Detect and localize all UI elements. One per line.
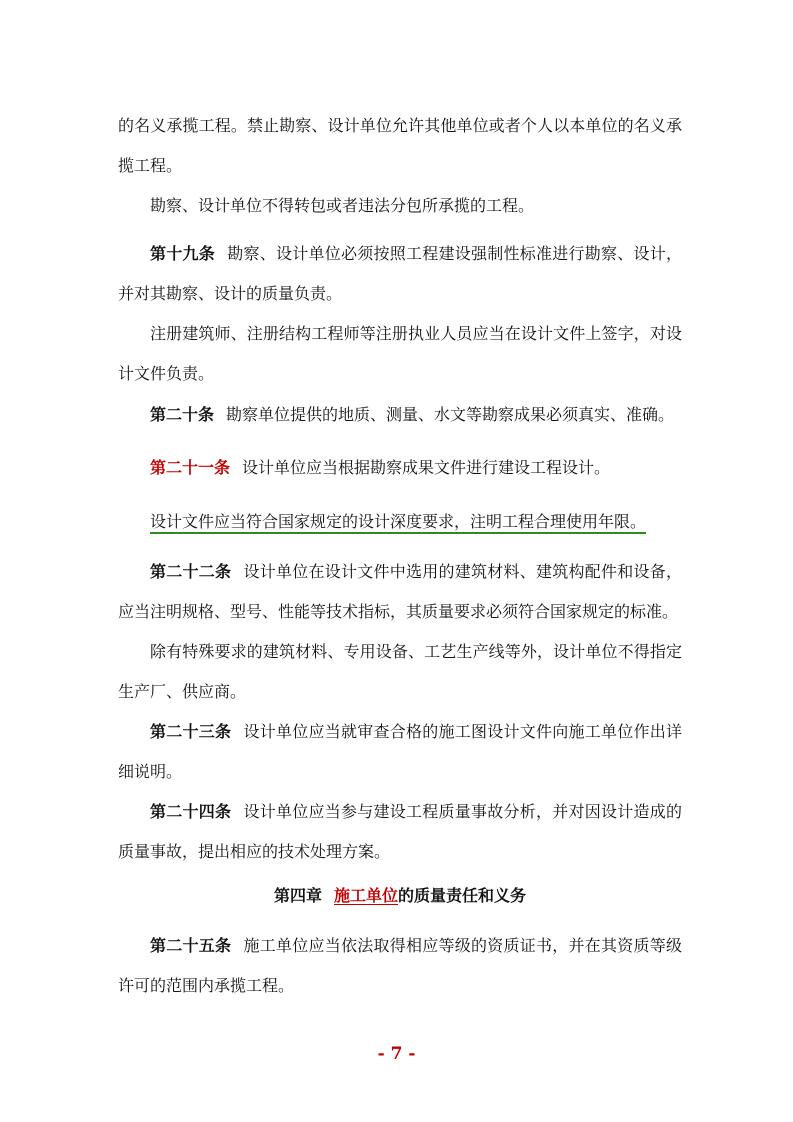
- chapter-number: 第四章: [273, 886, 322, 905]
- article-number-highlighted: 第二十一条: [150, 458, 231, 477]
- article-text: 设计单位应当就审查合格的施工图设计文件向施工单位作出详细说明。: [118, 722, 682, 781]
- article-text: 设计单位应当参与建设工程质量事故分析，并对因设计造成的质量事故，提出相应的技术处理方案。: [118, 802, 682, 861]
- article-text: 设计单位在设计文件中选用的建筑材料、建筑构配件和设备，应当注明规格、型号、性能等技术指标，其质量要求必须符合国家规定的标准。: [118, 562, 682, 621]
- paragraph-text: 注册建筑师、注册结构工程师等注册执业人员应当在设计文件上签字，对设计文件负责。: [118, 324, 682, 383]
- paragraph-text: 除有特殊要求的建筑材料、专用设备、工艺生产线等外，设计单位不得指定生产厂、供应商。: [118, 642, 682, 701]
- article-text: 设计单位应当根据勘察成果文件进行建设工程设计。: [242, 458, 611, 477]
- paragraph-design-depth: [118, 502, 682, 542]
- article-19: [118, 234, 682, 314]
- underlined-text: 设计文件应当符合国家规定的设计深度要求，注明工程合理使用年限。: [150, 512, 647, 531]
- article-text: 勘察、设计单位必须按照工程建设强制性标准进行勘察、设计，并对其勘察、设计的质量负责。: [118, 244, 682, 303]
- paragraph-continuation: [118, 106, 682, 186]
- chapter-highlight: 施工单位: [333, 886, 398, 905]
- article-22: [118, 552, 682, 632]
- page-number: - 7 -: [377, 1044, 416, 1064]
- article-25: [118, 926, 682, 1006]
- chapter-title: 的质量责任和义务: [398, 886, 527, 905]
- paragraph-registered-signing: [118, 314, 682, 394]
- article-number: 第二十五条: [150, 936, 232, 955]
- article-23: [118, 712, 682, 792]
- article-20: [118, 395, 682, 435]
- paragraph-text: 勘察、设计单位不得转包或者违法分包所承揽的工程。: [150, 196, 535, 215]
- paragraph-special-materials: [118, 632, 682, 712]
- article-21: [118, 448, 682, 488]
- article-text: 勘察单位提供的地质、测量、水文等勘察成果必须真实、准确。: [226, 405, 675, 424]
- article-24: [118, 792, 682, 872]
- article-text: 施工单位应当依法取得相应等级的资质证书，并在其资质等级许可的范围内承揽工程。: [118, 936, 682, 995]
- article-number: 第二十三条: [150, 722, 232, 741]
- article-number: 第十九条: [150, 244, 215, 263]
- article-number: 第二十二条: [150, 562, 232, 581]
- article-number: 第二十条: [150, 405, 215, 424]
- paragraph-text: 的名义承揽工程。禁止勘察、设计单位允许其他单位或者个人以本单位的名义承揽工程。: [118, 116, 682, 175]
- article-number: 第二十四条: [150, 802, 232, 821]
- paragraph-no-subcontract: [118, 186, 682, 226]
- chapter-heading: [118, 876, 682, 916]
